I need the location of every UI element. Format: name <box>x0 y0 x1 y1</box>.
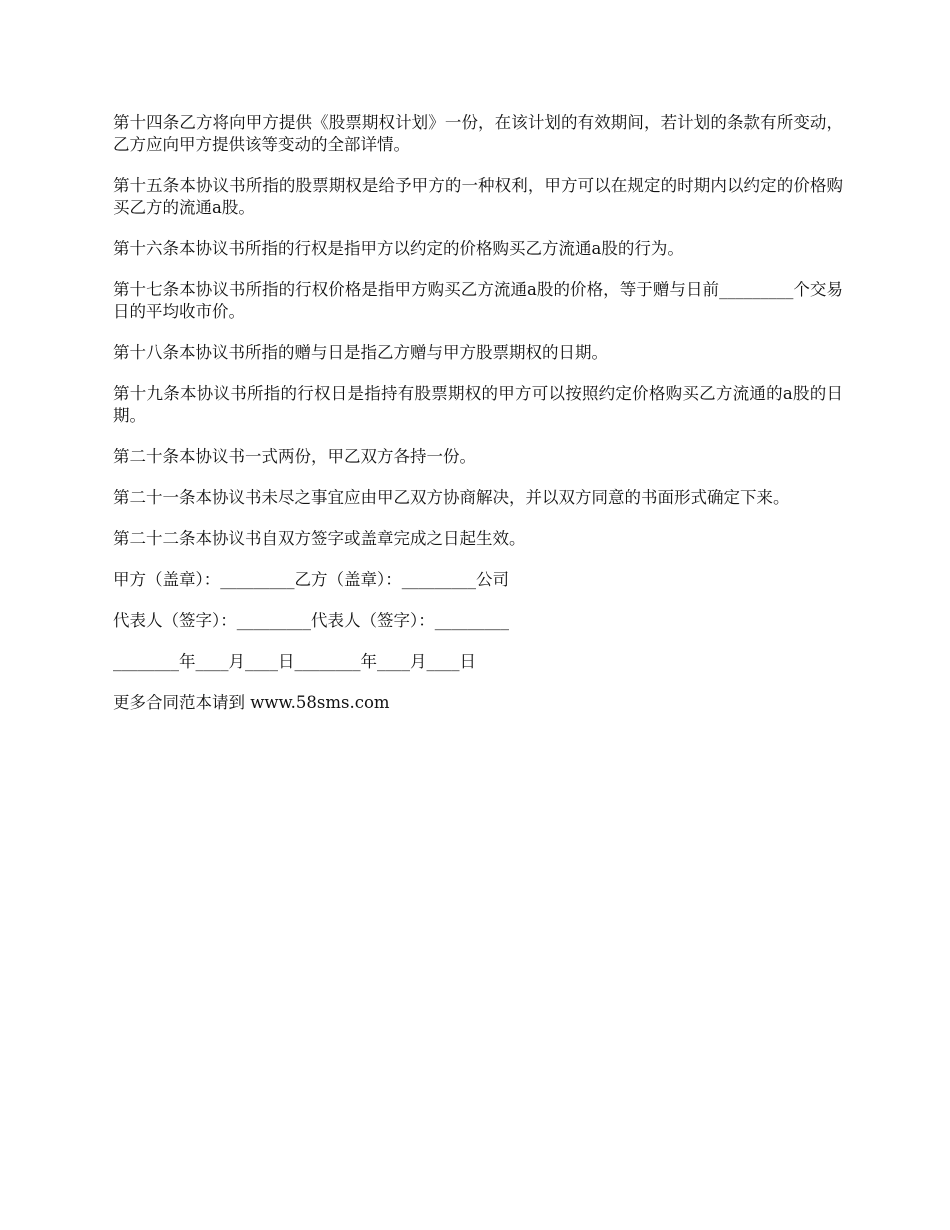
article-18: 第十八条本协议书所指的赠与日是指乙方赠与甲方股票期权的日期。 <box>113 343 608 362</box>
article-16: 第十六条本协议书所指的行权是指甲方以约定的价格购买乙方流通a股的行为。 <box>113 239 684 258</box>
article-17: 第十七条本协议书所指的行权价格是指甲方购买乙方流通a股的价格，等于赠与日前_________个交易日的平均收市价。 <box>113 280 843 321</box>
article-14: 第十四条乙方将向甲方提供《股票期权计划》一份，在该计划的有效期间，若计划的条款有所变动，乙方应向甲方提供该等变动的全部详情。 <box>113 113 843 154</box>
article-21: 第二十一条本协议书未尽之事宜应由甲乙双方协商解决，并以双方同意的书面形式确定下来。 <box>113 488 790 507</box>
signature-date-line: ________年____月____日________年____月____日 <box>113 652 476 671</box>
article-19: 第十九条本协议书所指的行权日是指持有股票期权的甲方可以按照约定价格购买乙方流通的a股的日期。 <box>113 384 843 425</box>
article-15: 第十五条本协议书所指的股票期权是给予甲方的一种权利，甲方可以在规定的时期内以约定的价格购买乙方的流通a股。 <box>113 176 843 217</box>
signature-parties-line: 甲方（盖章）：_________乙方（盖章）：_________公司 <box>113 570 509 589</box>
article-20: 第二十条本协议书一式两份，甲乙双方各持一份。 <box>113 447 476 466</box>
footer-note: 更多合同范本请到 www.58sms.com <box>113 693 390 712</box>
article-22: 第二十二条本协议书自双方签字或盖章完成之日起生效。 <box>113 529 526 548</box>
contract-page <box>113 112 843 733</box>
signature-representatives-line: 代表人（签字）：_________代表人（签字）：_________ <box>113 611 509 630</box>
